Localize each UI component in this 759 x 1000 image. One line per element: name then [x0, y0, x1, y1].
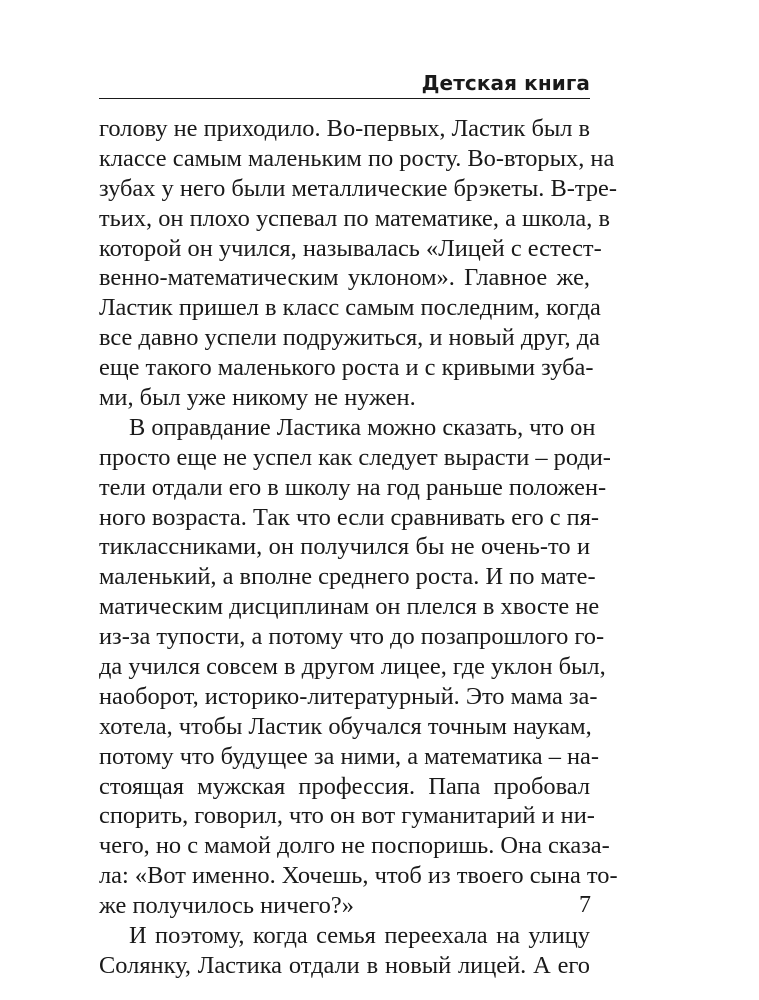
body-text	[99, 114, 618, 981]
text-line: ла: «Вот именно. Хочешь, чтоб из твоего сына то-	[99, 862, 618, 890]
text-line: тьих, он плохо успевал по математике, а школа, в	[99, 204, 610, 232]
text-line: И поэтому, когда семья переехала на улицу	[129, 922, 590, 950]
text-line: тиклассниками, он получился бы не очень-то и	[99, 533, 590, 561]
text-line: просто еще не успел как следует вырасти – роди-	[99, 443, 611, 471]
text-line: классе самым маленьким по росту. Во-вторых, на	[99, 144, 615, 172]
text-line: спорить, говорил, что он вот гуманитарий и ни-	[99, 802, 595, 830]
text-line: Солянку, Ластика отдали в новый лицей. А его	[99, 951, 590, 979]
text-line: маленький, а вполне среднего роста. И по мате-	[99, 563, 596, 591]
text-line: чего, но с мамой долго не поспоришь. Она сказа-	[99, 832, 610, 860]
running-head-title: Детская книга	[421, 71, 590, 95]
text-line: венно-математическим уклоном». Главное же,	[99, 264, 590, 292]
text-line: В оправдание Ластика можно сказать, что он	[129, 413, 596, 441]
text-line: все давно успели подружиться, и новый друг, да	[99, 324, 600, 352]
text-line: потому что будущее за ними, а математика – на-	[99, 742, 599, 770]
text-line: же получилось ничего?»	[99, 892, 354, 920]
text-line: еще такого маленького роста и с кривыми зуба-	[99, 354, 594, 382]
text-line: зубах у него были металлические брэкеты. В-тре-	[99, 174, 617, 202]
text-line: ного возраста. Так что если сравнивать его с пя-	[99, 503, 600, 531]
text-line: Ластик пришел в класс самым последним, когда	[99, 294, 601, 322]
text-line: ми, был уже никому не нужен.	[99, 384, 416, 412]
text-line: голову не приходило. Во-первых, Ластик был в	[99, 115, 591, 142]
text-line: матическим дисциплинам он плелся в хвосте не	[99, 593, 600, 621]
page-number: 7	[579, 892, 591, 918]
text-line: да учился совсем в другом лицее, где уклон был,	[99, 653, 606, 681]
text-line: наоборот, историко-литературный. Это мама за-	[99, 682, 598, 710]
text-line: из-за тупости, а потому что до позапрошлого го-	[99, 623, 605, 651]
text-line: которой он учился, называлась «Лицей с естест-	[99, 234, 602, 262]
running-head	[99, 67, 590, 99]
text-line: тели отдали его в школу на год раньше положен-	[99, 473, 607, 501]
text-line: стоящая мужская профессия. Папа пробовал	[99, 772, 590, 800]
text-line: хотела, чтобы Ластик обучался точным наукам,	[99, 712, 592, 740]
